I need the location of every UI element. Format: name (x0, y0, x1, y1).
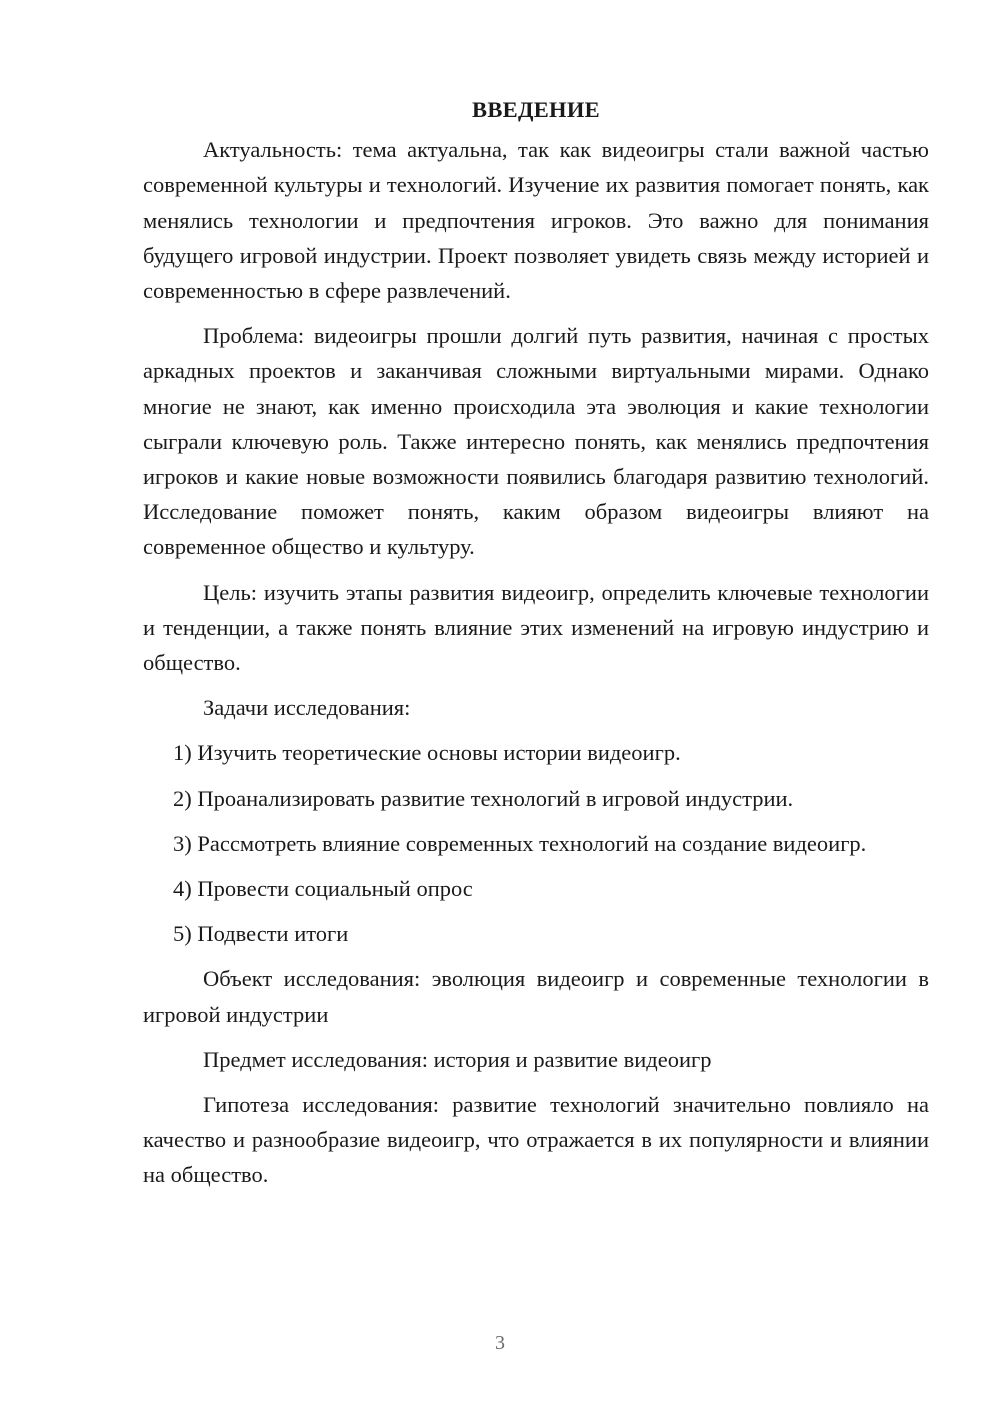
task-item-2: 2) Проанализировать развитие технологий в игровой индустрии. (173, 785, 794, 811)
goal-paragraph: Цель: изучить этапы развития видеоигр, определить ключевые технологии и тенденции, а также понять влияние этих изменений на игровую индустрию и общество. (143, 579, 929, 676)
task-item-1: 1) Изучить теоретические основы истории видеоигр. (173, 740, 681, 766)
document-page (143, 92, 929, 1203)
page-number: 3 (495, 1332, 505, 1354)
tasks-heading: Задачи исследования: (203, 695, 411, 721)
task-item-5: 5) Подвести итоги (173, 921, 349, 947)
relevance-paragraph: Актуальность: тема актуальна, так как видеоигры стали важной частью современной культуры и технологий. Изучение их развития помогает понять, как менялись технологии и предпочтения игроков. Это важно для понимания будущего игровой индустрии. Проект позволяет увидеть связь между историей и современностью в сфере развлечений. (143, 137, 929, 304)
section-title: ВВЕДЕНИЕ (472, 97, 600, 122)
subject-paragraph: Предмет исследования: история и развитие видеоигр (203, 1046, 712, 1072)
task-item-3: 3) Рассмотреть влияние современных технологий на создание видеоигр. (173, 830, 867, 856)
task-item-4: 4) Провести социальный опрос (173, 876, 473, 902)
object-paragraph: Объект исследования: эволюция видеоигр и современные технологии в игровой индустрии (143, 966, 929, 1027)
hypothesis-paragraph: Гипотеза исследования: развитие технологий значительно повлияло на качество и разнообразие видеоигр, что отражается в их популярности и влиянии на общество. (143, 1092, 929, 1188)
problem-paragraph: Проблема: видеоигры прошли долгий путь развития, начиная с простых аркадных проектов и заканчивая сложными виртуальными мирами. Однако многие не знают, как именно происходила эта эволюция и какие технологии сыграли ключевую роль. Также интересно понять, как менялись предпочтения игроков и какие новые возможности появились благодаря развитию технологий. Исследование поможет понять, каким образом видеоигры влияют на современное общество и культуру. (143, 323, 929, 560)
